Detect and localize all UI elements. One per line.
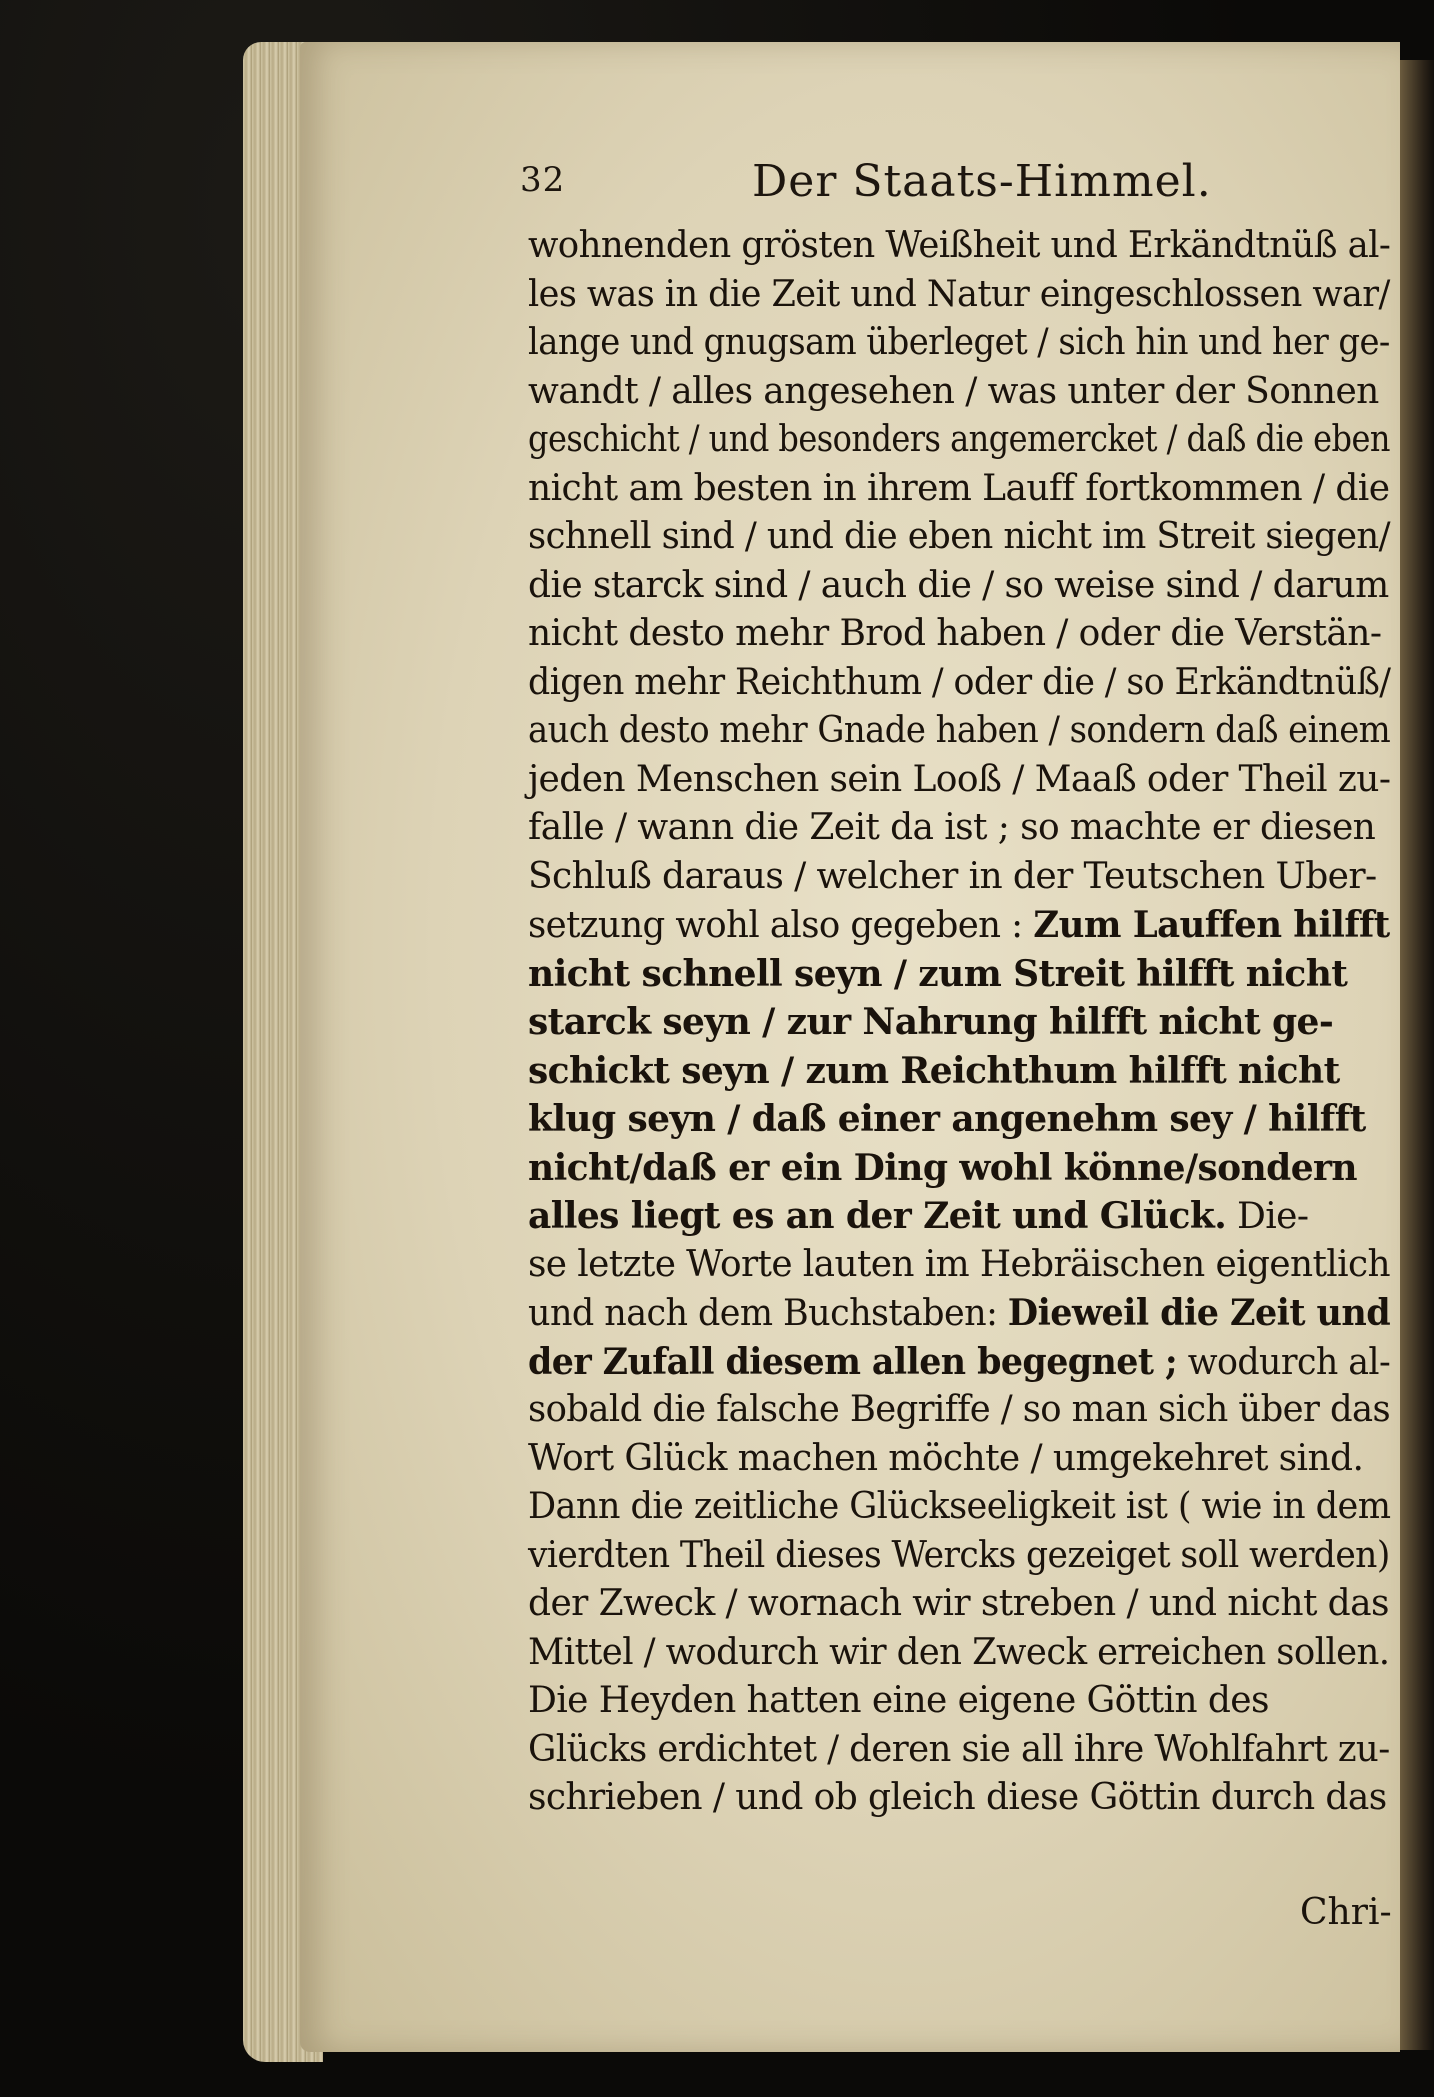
text-line xyxy=(528,1144,1390,1193)
text-segment: setzung wohl also gegeben : xyxy=(528,905,1034,946)
text-segment: der Zweck / wornach wir streben / und nicht das xyxy=(528,1583,1389,1624)
text-line xyxy=(528,1338,1391,1387)
text-line xyxy=(528,1726,1390,1775)
emphasis-segment: starck seyn / zur Nahrung hilfft nicht ge- xyxy=(528,1001,1334,1043)
text-segment: les was in die Zeit und Natur eingeschlossen war/ xyxy=(528,273,1390,315)
text-segment: wandt / alles angesehen / was unter der Sonnen xyxy=(528,370,1379,412)
emphasis-segment: Zum Lauffen hilfft xyxy=(1033,904,1390,946)
text-line xyxy=(528,513,1390,562)
text-line xyxy=(528,1483,1391,1532)
emphasis-segment: schickt seyn / zum Reichthum hilfft nicht xyxy=(528,1049,1340,1092)
text-line xyxy=(528,853,1390,902)
text-line xyxy=(528,1192,1390,1241)
text-segment: schnell sind / und die eben nicht im Streit siegen/ xyxy=(528,516,1390,557)
text-segment: wodurch al- xyxy=(1177,1341,1391,1383)
text-segment: lange und gnugsam überleget / sich hin und her ge- xyxy=(528,322,1390,363)
text-line xyxy=(528,756,1390,805)
text-segment: falle / wann die Zeit da ist ; so machte er diesen xyxy=(528,807,1376,848)
text-line xyxy=(528,901,1390,950)
text-line xyxy=(528,1095,1390,1144)
text-segment: vierdten Theil dieses Wercks gezeiget soll werden) xyxy=(528,1534,1390,1576)
text-segment: Wort Glück machen möchte / umgekehret sind. xyxy=(528,1437,1364,1479)
text-line xyxy=(528,610,1390,659)
text-segment: geschicht / und besonders angemercket / daß die eben xyxy=(528,419,1390,460)
text-line xyxy=(528,368,1390,417)
text-line xyxy=(528,707,1391,756)
catchword: Chri- xyxy=(1300,1892,1392,1933)
text-segment: Mittel / wodurch wir den Zweck erreichen sollen. xyxy=(528,1631,1390,1673)
body-text xyxy=(528,222,1390,1823)
text-segment: Schluß daraus / welcher in der Teutschen Uber- xyxy=(528,855,1377,897)
text-line xyxy=(528,1677,1390,1726)
text-line xyxy=(528,950,1390,999)
text-segment: nicht am besten in ihrem Lauff fortkommen / die xyxy=(528,467,1390,509)
emphasis-segment: nicht/daß er ein Ding wohl könne/sondern xyxy=(528,1146,1357,1189)
text-line xyxy=(528,1386,1391,1435)
text-line xyxy=(528,222,1391,271)
text-line xyxy=(528,562,1390,611)
text-segment: digen mehr Reichthum / oder die / so Erkändtnüß/ xyxy=(528,661,1391,703)
text-line xyxy=(528,465,1390,514)
emphasis-segment: Dieweil die Zeit und xyxy=(1007,1292,1391,1334)
text-segment: Die Heyden hatten eine eigene Göttin des xyxy=(528,1680,1269,1721)
book-gutter xyxy=(1400,60,1434,2050)
text-line xyxy=(528,1047,1390,1096)
text-line xyxy=(528,1435,1390,1484)
text-segment: schrieben / und ob gleich diese Göttin durch das xyxy=(528,1777,1387,1818)
text-segment: sobald die falsche Begriffe / so man sich über das xyxy=(528,1389,1391,1430)
text-segment: jeden Menschen sein Looß / Maaß oder Theil zu- xyxy=(528,758,1391,800)
emphasis-segment: der Zufall diesem allen begegnet ; xyxy=(528,1340,1178,1383)
text-line xyxy=(528,271,1390,320)
text-line xyxy=(528,659,1391,708)
text-segment: nicht desto mehr Brod haben / oder die Verstän- xyxy=(528,613,1382,654)
text-segment: Dann die zeitliche Glückseeligkeit ist ( wie in dem xyxy=(528,1486,1391,1527)
page-header xyxy=(520,156,1390,220)
emphasis-segment: alles liegt es an der Zeit und Glück. xyxy=(528,1195,1227,1237)
text-line xyxy=(528,998,1390,1047)
text-line xyxy=(528,1774,1390,1823)
page-number: 32 xyxy=(520,160,566,200)
emphasis-segment: klug seyn / daß einer angenehm sey / hilfft xyxy=(528,1098,1366,1140)
text-line xyxy=(528,1580,1390,1629)
text-segment: wohnenden grösten Weißheit und Erkändtnüß al- xyxy=(528,225,1391,266)
text-line xyxy=(528,1629,1390,1678)
text-line xyxy=(528,416,1390,465)
text-segment: Glücks erdichtet / deren sie all ihre Wohlfahrt zu- xyxy=(528,1728,1390,1770)
text-segment: auch desto mehr Gnade haben / sondern daß einem xyxy=(528,710,1391,751)
text-segment: Die- xyxy=(1226,1196,1309,1237)
running-head: Der Staats-Himmel. xyxy=(752,156,1212,207)
text-line xyxy=(528,1241,1391,1290)
text-line xyxy=(528,1532,1390,1581)
text-line xyxy=(528,1289,1391,1338)
text-line xyxy=(528,319,1390,368)
text-segment: und nach dem Buchstaben: xyxy=(528,1293,1008,1334)
text-segment: se letzte Worte lauten im Hebräischen eigentlich xyxy=(528,1243,1391,1285)
text-line xyxy=(528,804,1390,853)
text-segment: die starck sind / auch die / so weise sind / darum xyxy=(528,564,1389,606)
emphasis-segment: nicht schnell seyn / zum Streit hilfft nicht xyxy=(528,952,1348,995)
